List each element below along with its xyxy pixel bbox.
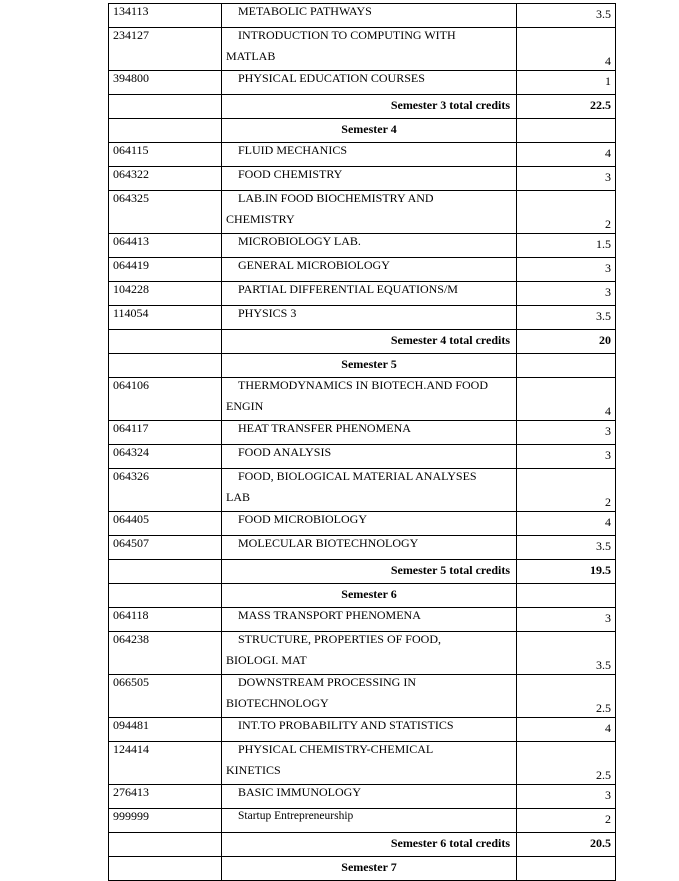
semester-total-row: [109, 560, 616, 584]
course-number: 064322: [109, 167, 222, 191]
course-name: FOOD, BIOLOGICAL MATERIAL ANALYSES: [238, 469, 477, 483]
course-name: STRUCTURE, PROPERTIES OF FOOD,: [238, 632, 441, 646]
semester-header-label: Semester 6: [222, 584, 517, 608]
course-credits: 3.5: [517, 632, 616, 675]
course-number: 064413: [109, 234, 222, 258]
course-credits: 3: [517, 785, 616, 809]
course-number: 064325: [109, 191, 222, 234]
course-credits: 3: [517, 421, 616, 445]
course-row: [109, 234, 616, 258]
course-number: 064238: [109, 632, 222, 675]
course-credits: 2: [517, 809, 616, 833]
semester-total-row: [109, 833, 616, 857]
course-row: [109, 258, 616, 282]
course-name-cell: [222, 512, 517, 536]
course-number: 064419: [109, 258, 222, 282]
course-name: INT.TO PROBABILITY AND STATISTICS: [238, 718, 454, 732]
empty-cell: [109, 330, 222, 354]
semester-total-label: Semester 3 total credits: [222, 95, 517, 119]
semester-total-label: Semester 5 total credits: [222, 560, 517, 584]
semester-total-label: Semester 6 total credits: [222, 833, 517, 857]
course-row: [109, 809, 616, 833]
course-number: 999999: [109, 809, 222, 833]
course-name: METABOLIC PATHWAYS: [238, 4, 372, 18]
course-credits: 3.5: [517, 536, 616, 560]
course-name-cell: [222, 469, 517, 512]
course-number: 064326: [109, 469, 222, 512]
semester-header-row: [109, 119, 616, 143]
course-number: 114054: [109, 306, 222, 330]
empty-cell: [109, 354, 222, 378]
course-credits: 3: [517, 167, 616, 191]
course-number: 234127: [109, 28, 222, 71]
course-row: [109, 445, 616, 469]
course-name: THERMODYNAMICS IN BIOTECH.AND FOOD: [238, 378, 489, 392]
course-name: PHYSICAL CHEMISTRY-CHEMICAL: [238, 742, 434, 756]
course-credits: 3: [517, 282, 616, 306]
course-name-continued: LAB: [226, 490, 250, 504]
course-credits: 4: [517, 143, 616, 167]
empty-cell: [109, 119, 222, 143]
course-number: 064324: [109, 445, 222, 469]
course-number: 064507: [109, 536, 222, 560]
course-number: 064115: [109, 143, 222, 167]
course-credits: 4: [517, 378, 616, 421]
empty-cell: [109, 833, 222, 857]
course-number: 104228: [109, 282, 222, 306]
course-name: LAB.IN FOOD BIOCHEMISTRY AND: [238, 191, 434, 205]
course-row: [109, 4, 616, 28]
course-row: [109, 282, 616, 306]
course-name: PARTIAL DIFFERENTIAL EQUATIONS/M: [238, 282, 458, 296]
course-credits: 4: [517, 718, 616, 742]
course-name: MASS TRANSPORT PHENOMENA: [238, 608, 421, 622]
course-number: 394800: [109, 71, 222, 95]
course-name: PHYSICS 3: [238, 306, 297, 320]
course-name-cell: [222, 4, 517, 28]
course-name-cell: [222, 785, 517, 809]
course-name: PHYSICAL EDUCATION COURSES: [238, 71, 425, 85]
course-credits: 3.5: [517, 306, 616, 330]
course-name: GENERAL MICROBIOLOGY: [238, 258, 390, 272]
empty-cell: [517, 857, 616, 881]
course-row: [109, 421, 616, 445]
course-name-cell: [222, 234, 517, 258]
course-name: FOOD ANALYSIS: [238, 445, 332, 459]
course-row: [109, 632, 616, 675]
course-name-continued: MATLAB: [226, 49, 276, 63]
course-credits: 4: [517, 28, 616, 71]
course-name-cell: [222, 421, 517, 445]
course-number: 276413: [109, 785, 222, 809]
empty-cell: [517, 354, 616, 378]
course-credits: 4: [517, 512, 616, 536]
course-name-cell: [222, 143, 517, 167]
course-row: [109, 306, 616, 330]
semester-total-row: [109, 330, 616, 354]
course-number: 064117: [109, 421, 222, 445]
semester-total-credits: 20: [517, 330, 616, 354]
course-row: [109, 469, 616, 512]
course-name-cell: [222, 282, 517, 306]
course-credits-table: [108, 3, 616, 881]
course-name-cell: [222, 306, 517, 330]
course-name: MICROBIOLOGY LAB.: [238, 234, 361, 248]
course-name: HEAT TRANSFER PHENOMENA: [238, 421, 411, 435]
empty-cell: [109, 95, 222, 119]
course-name: INTRODUCTION TO COMPUTING WITH: [238, 28, 456, 42]
course-credits: 2: [517, 469, 616, 512]
empty-cell: [517, 119, 616, 143]
course-name-continued: CHEMISTRY: [226, 212, 295, 226]
course-name-cell: [222, 632, 517, 675]
semester-header-label: Semester 5: [222, 354, 517, 378]
course-name: Startup Entrepreneurship: [238, 810, 354, 822]
course-name-cell: [222, 258, 517, 282]
semester-total-label: Semester 4 total credits: [222, 330, 517, 354]
course-name: FLUID MECHANICS: [238, 143, 348, 157]
course-credits: 2.5: [517, 675, 616, 718]
course-name-cell: [222, 718, 517, 742]
course-row: [109, 536, 616, 560]
course-name-cell: [222, 28, 517, 71]
course-name-cell: [222, 675, 517, 718]
course-row: [109, 143, 616, 167]
empty-cell: [517, 584, 616, 608]
course-name-cell: [222, 378, 517, 421]
course-row: [109, 167, 616, 191]
course-row: [109, 608, 616, 632]
course-row: [109, 742, 616, 785]
course-credits: 3: [517, 608, 616, 632]
course-name-cell: [222, 536, 517, 560]
course-number: 124414: [109, 742, 222, 785]
course-number: 134113: [109, 4, 222, 28]
semester-header-label: Semester 7: [222, 857, 517, 881]
course-number: 064118: [109, 608, 222, 632]
course-number: 066505: [109, 675, 222, 718]
course-name-continued: BIOTECHNOLOGY: [226, 696, 329, 710]
course-row: [109, 191, 616, 234]
semester-header-label: Semester 4: [222, 119, 517, 143]
semester-header-row: [109, 584, 616, 608]
course-row: [109, 71, 616, 95]
course-name-cell: [222, 71, 517, 95]
course-row: [109, 28, 616, 71]
semester-total-row: [109, 95, 616, 119]
course-name-continued: BIOLOGI. MAT: [226, 653, 307, 667]
course-credits: 1: [517, 71, 616, 95]
course-credits: 3.5: [517, 4, 616, 28]
course-name: MOLECULAR BIOTECHNOLOGY: [238, 536, 419, 550]
semester-total-credits: 22.5: [517, 95, 616, 119]
empty-cell: [109, 857, 222, 881]
semester-header-row: [109, 354, 616, 378]
course-credits: 3: [517, 445, 616, 469]
course-name: BASIC IMMUNOLOGY: [238, 785, 362, 799]
table-body: [109, 4, 616, 881]
course-row: [109, 675, 616, 718]
course-row: [109, 718, 616, 742]
course-name: FOOD CHEMISTRY: [238, 167, 343, 181]
course-row: [109, 785, 616, 809]
course-number: 094481: [109, 718, 222, 742]
course-name-cell: [222, 445, 517, 469]
course-credits: 2.5: [517, 742, 616, 785]
course-name-cell: [222, 608, 517, 632]
course-credits: 3: [517, 258, 616, 282]
semester-total-credits: 19.5: [517, 560, 616, 584]
course-credits: 1.5: [517, 234, 616, 258]
course-row: [109, 378, 616, 421]
empty-cell: [109, 584, 222, 608]
semester-header-row: [109, 857, 616, 881]
course-name-cell: [222, 191, 517, 234]
semester-total-credits: 20.5: [517, 833, 616, 857]
course-name-cell: [222, 809, 517, 833]
course-name: DOWNSTREAM PROCESSING IN: [238, 675, 417, 689]
course-number: 064106: [109, 378, 222, 421]
course-name-continued: KINETICS: [226, 763, 281, 777]
course-credits: 2: [517, 191, 616, 234]
course-name-cell: [222, 167, 517, 191]
course-row: [109, 512, 616, 536]
empty-cell: [109, 560, 222, 584]
course-name: FOOD MICROBIOLOGY: [238, 512, 368, 526]
course-name-cell: [222, 742, 517, 785]
course-number: 064405: [109, 512, 222, 536]
course-name-continued: ENGIN: [226, 399, 264, 413]
